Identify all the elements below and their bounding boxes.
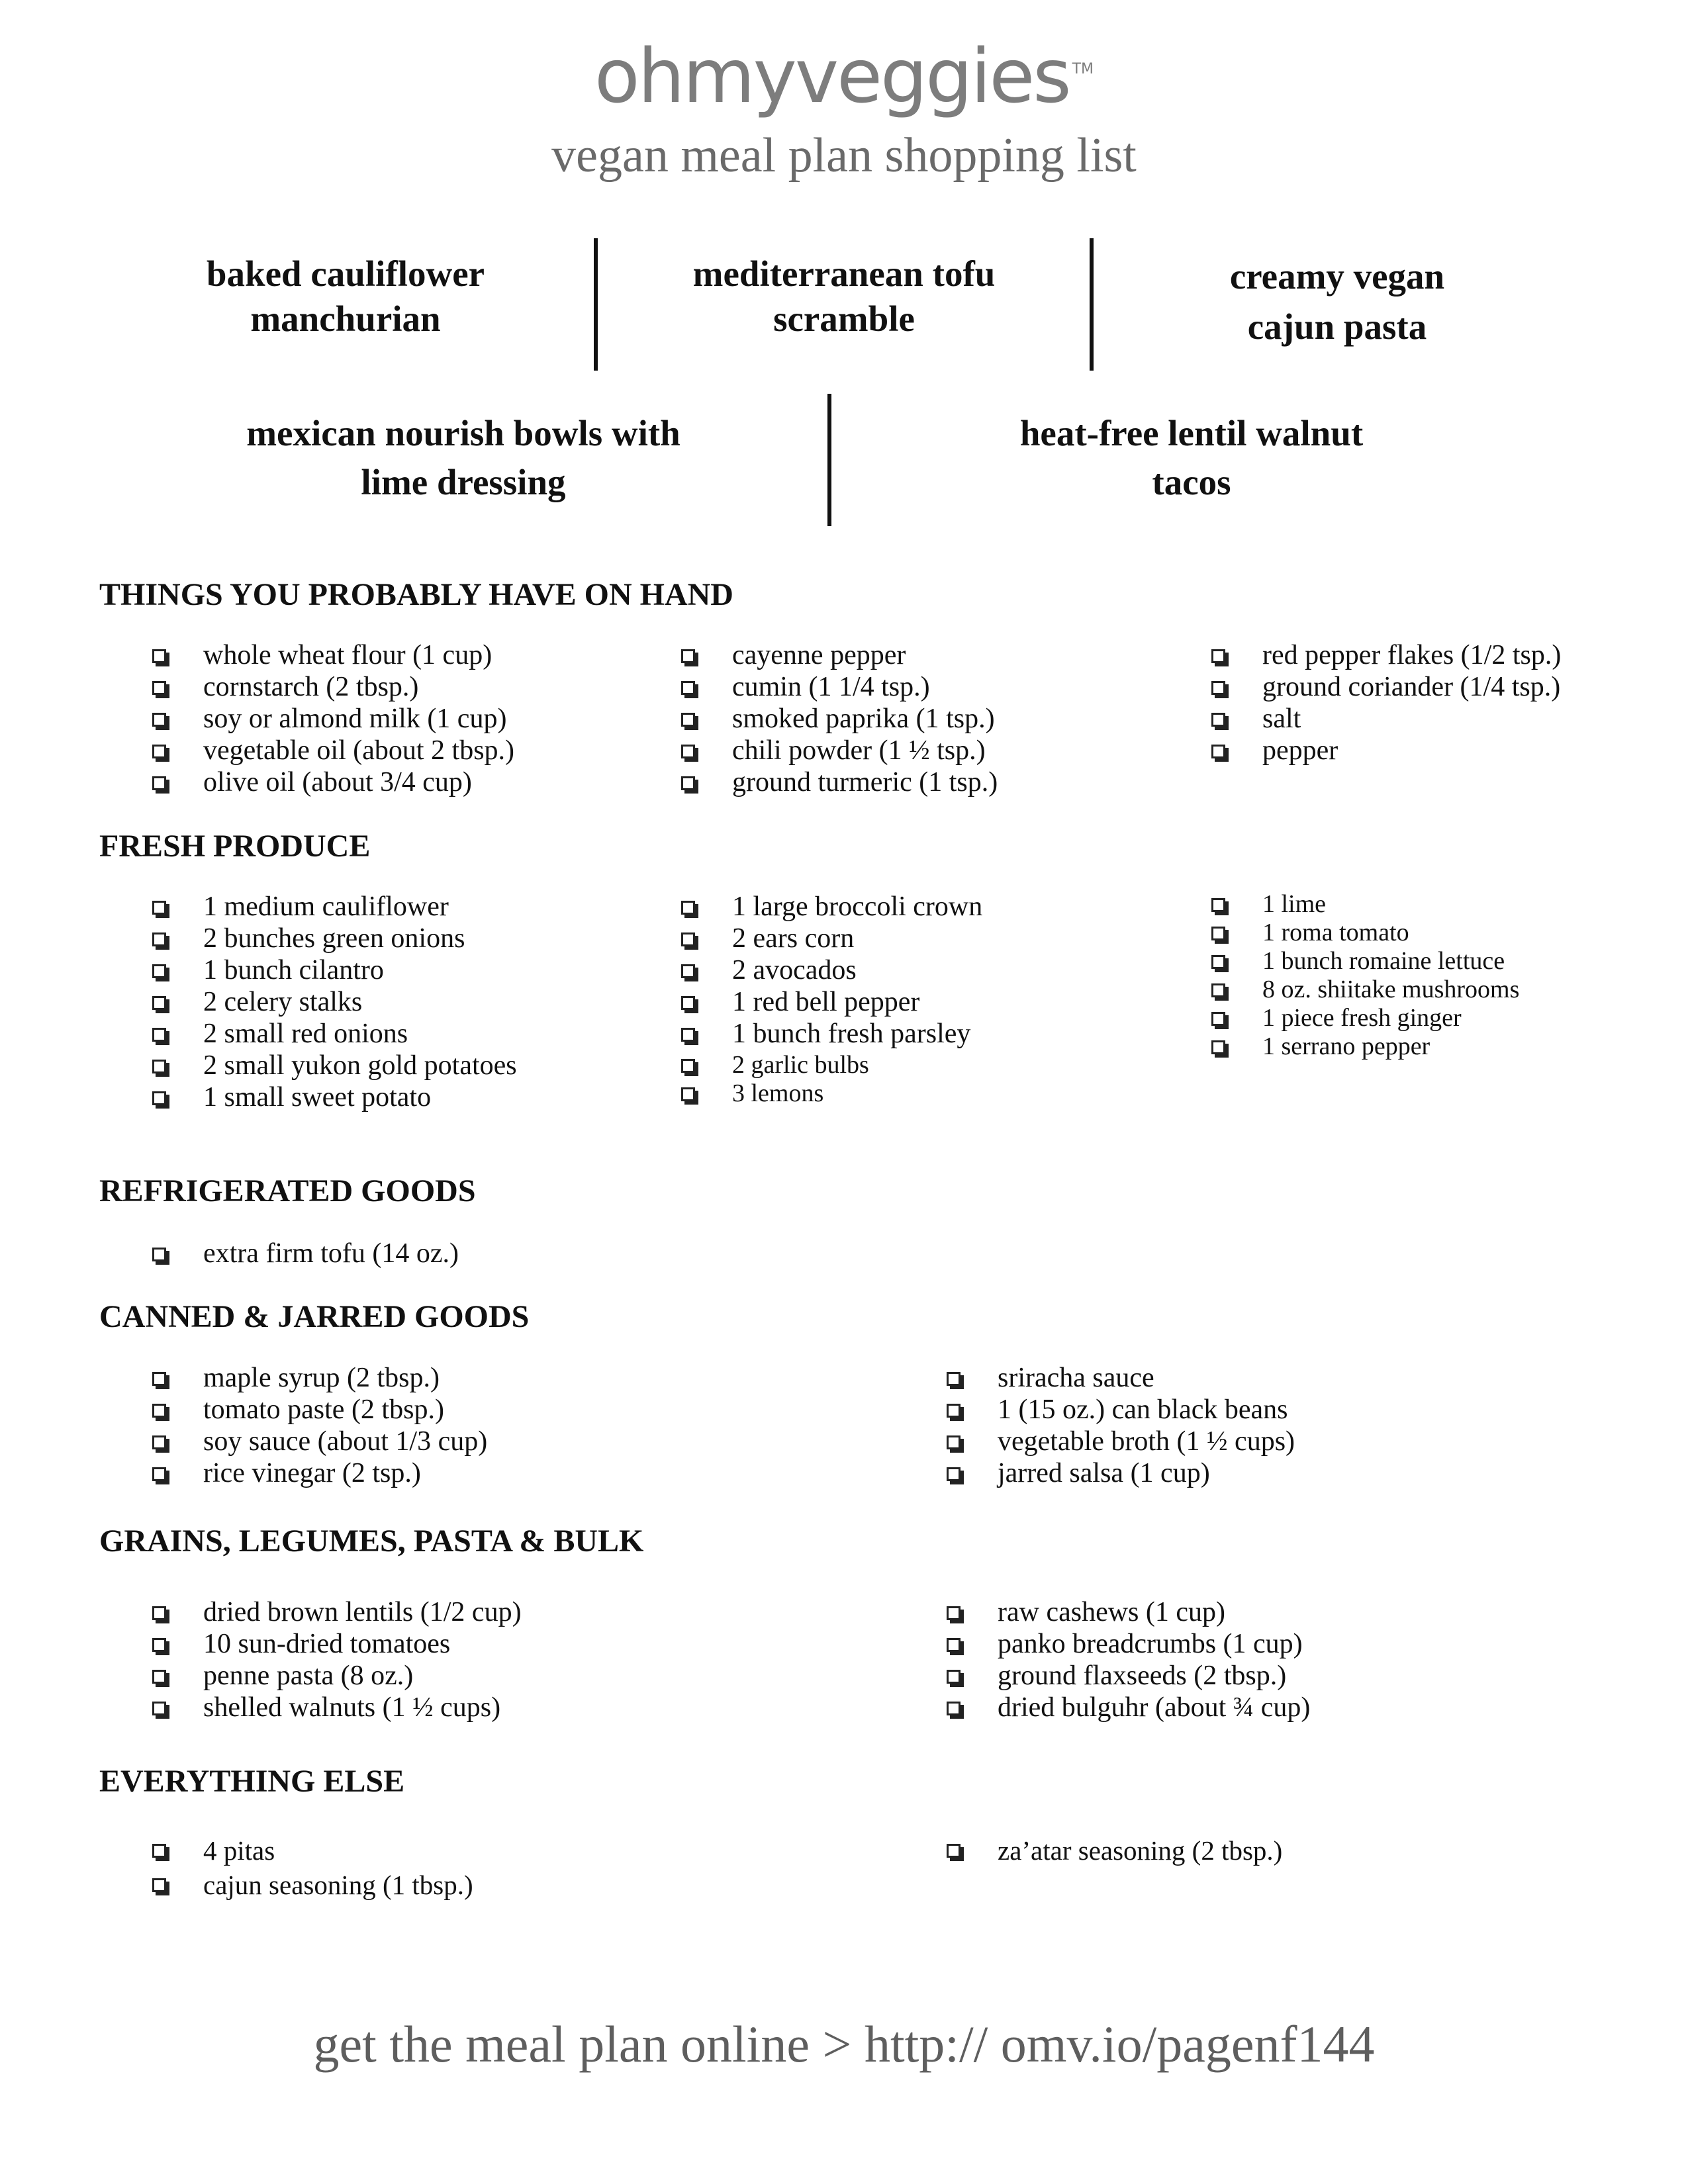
checkbox-icon[interactable] bbox=[152, 1060, 166, 1073]
list-item[interactable]: 2 small yukon gold potatoes bbox=[152, 1050, 517, 1081]
section-title-grains: GRAINS, LEGUMES, PASTA & BULK bbox=[99, 1524, 644, 1559]
list-item[interactable]: whole wheat flour (1 cup) bbox=[152, 639, 514, 671]
checkbox-icon[interactable] bbox=[152, 681, 166, 695]
list-item[interactable]: cayenne pepper bbox=[681, 639, 998, 671]
list-item[interactable]: vegetable broth (1 ½ cups) bbox=[947, 1426, 1295, 1457]
checkbox-icon[interactable] bbox=[152, 1404, 166, 1418]
checkbox-icon[interactable] bbox=[152, 1606, 166, 1620]
checkbox-icon[interactable] bbox=[152, 1844, 166, 1858]
checkbox-icon[interactable] bbox=[1211, 713, 1225, 727]
on-hand-list-1 bbox=[152, 639, 514, 798]
meal-title-line: creamy vegan bbox=[1229, 256, 1445, 296]
on-hand-list-2 bbox=[681, 639, 998, 798]
meal-title-4 bbox=[199, 409, 728, 507]
list-item[interactable]: 2 avocados bbox=[681, 954, 982, 986]
list-item[interactable]: dried brown lentils (1/2 cup) bbox=[152, 1596, 522, 1628]
list-item[interactable]: soy or almond milk (1 cup) bbox=[152, 703, 514, 735]
checkbox-icon[interactable] bbox=[1211, 898, 1225, 912]
grains-list-1 bbox=[152, 1596, 522, 1723]
checkbox-icon[interactable] bbox=[152, 1702, 166, 1715]
list-item[interactable]: pepper bbox=[1211, 735, 1561, 766]
checkbox-icon[interactable] bbox=[947, 1467, 961, 1481]
checkbox-icon[interactable] bbox=[947, 1638, 961, 1652]
list-item[interactable]: za’atar seasoning (2 tbsp.) bbox=[947, 1833, 1282, 1868]
section-title-on-hand: THINGS YOU PROBABLY HAVE ON HAND bbox=[99, 577, 733, 612]
else-list-1 bbox=[152, 1833, 473, 1902]
on-hand-list-3 bbox=[1211, 639, 1561, 766]
list-item[interactable]: penne pasta (8 oz.) bbox=[152, 1660, 522, 1692]
checkbox-icon[interactable] bbox=[1211, 955, 1225, 969]
list-item[interactable]: ground coriander (1/4 tsp.) bbox=[1211, 671, 1561, 703]
list-item[interactable]: ground flaxseeds (2 tbsp.) bbox=[947, 1660, 1310, 1692]
section-title-refrigerated: REFRIGERATED GOODS bbox=[99, 1173, 476, 1208]
list-item[interactable]: chili powder (1 ½ tsp.) bbox=[681, 735, 998, 766]
else-list-2 bbox=[947, 1833, 1282, 1868]
checkbox-icon[interactable] bbox=[947, 1606, 961, 1620]
list-item[interactable]: red pepper flakes (1/2 tsp.) bbox=[1211, 639, 1561, 671]
list-item[interactable]: 2 ears corn bbox=[681, 923, 982, 954]
produce-list-1 bbox=[152, 891, 517, 1113]
checkbox-icon[interactable] bbox=[152, 996, 166, 1010]
meal-divider bbox=[1090, 238, 1094, 371]
meal-title-line: heat-free lentil walnut bbox=[1019, 413, 1364, 453]
produce-list-2 bbox=[681, 891, 982, 1050]
checkbox-icon[interactable] bbox=[152, 1091, 166, 1105]
checkbox-icon[interactable] bbox=[681, 649, 695, 663]
section-title-everything-else: EVERYTHING ELSE bbox=[99, 1764, 405, 1799]
meal-title-line: baked cauliflower bbox=[206, 253, 485, 294]
list-item[interactable]: 10 sun-dried tomatoes bbox=[152, 1628, 522, 1660]
logo-text: ohmyveggies bbox=[594, 34, 1070, 120]
meal-title-line: manchurian bbox=[250, 298, 441, 339]
meal-title-1 bbox=[147, 251, 544, 341]
list-item[interactable]: 1 large broccoli crown bbox=[681, 891, 982, 923]
meal-divider bbox=[594, 238, 598, 371]
list-item[interactable]: jarred salsa (1 cup) bbox=[947, 1457, 1295, 1489]
meal-title-line: scramble bbox=[773, 298, 915, 339]
checkbox-icon[interactable] bbox=[947, 1435, 961, 1449]
checkbox-icon[interactable] bbox=[152, 1878, 166, 1892]
checkbox-icon[interactable] bbox=[681, 964, 695, 978]
list-item[interactable]: salt bbox=[1211, 703, 1561, 735]
footer-link[interactable]: get the meal plan online > http:// omv.io/pagenf144 bbox=[313, 2015, 1375, 2073]
list-item[interactable]: rice vinegar (2 tsp.) bbox=[152, 1457, 487, 1489]
list-item[interactable]: 1 bunch fresh parsley bbox=[681, 1018, 982, 1050]
list-item[interactable]: sriracha sauce bbox=[947, 1362, 1295, 1394]
checkbox-icon[interactable] bbox=[1211, 983, 1225, 997]
checkbox-icon[interactable] bbox=[152, 1467, 166, 1481]
grains-list-2 bbox=[947, 1596, 1310, 1723]
list-item[interactable]: extra firm tofu (14 oz.) bbox=[152, 1238, 459, 1269]
meal-title-line: mediterranean tofu bbox=[692, 253, 996, 294]
list-item[interactable]: panko breadcrumbs (1 cup) bbox=[947, 1628, 1310, 1660]
checkbox-icon[interactable] bbox=[152, 1435, 166, 1449]
list-item[interactable]: cumin (1 1/4 tsp.) bbox=[681, 671, 998, 703]
list-item[interactable]: 1 (15 oz.) can black beans bbox=[947, 1394, 1295, 1426]
checkbox-icon[interactable] bbox=[152, 1670, 166, 1684]
checkbox-icon[interactable] bbox=[152, 1372, 166, 1386]
list-item[interactable]: 1 piece fresh ginger bbox=[1211, 1004, 1519, 1032]
checkbox-icon[interactable] bbox=[152, 1028, 166, 1042]
checkbox-icon[interactable] bbox=[1211, 745, 1225, 758]
checkbox-icon[interactable] bbox=[681, 776, 695, 790]
checkbox-icon[interactable] bbox=[152, 1248, 166, 1261]
checkbox-icon[interactable] bbox=[681, 996, 695, 1010]
list-item[interactable]: shelled walnuts (1 ½ cups) bbox=[152, 1692, 522, 1723]
list-item[interactable]: 1 small sweet potato bbox=[152, 1081, 517, 1113]
list-item[interactable]: 4 pitas bbox=[152, 1833, 473, 1868]
checkbox-icon[interactable] bbox=[681, 1028, 695, 1042]
checkbox-icon[interactable] bbox=[947, 1372, 961, 1386]
page-title: vegan meal plan shopping list bbox=[551, 128, 1137, 183]
section-title-produce: FRESH PRODUCE bbox=[99, 829, 371, 864]
checkbox-icon[interactable] bbox=[152, 1638, 166, 1652]
checkbox-icon[interactable] bbox=[1211, 681, 1225, 695]
list-item[interactable]: olive oil (about 3/4 cup) bbox=[152, 766, 514, 798]
list-item[interactable]: tomato paste (2 tbsp.) bbox=[152, 1394, 487, 1426]
list-item[interactable]: 2 celery stalks bbox=[152, 986, 517, 1018]
list-item[interactable]: 1 lime bbox=[1211, 890, 1519, 919]
logo-trademark: TM bbox=[1072, 61, 1094, 77]
checkbox-icon[interactable] bbox=[947, 1702, 961, 1715]
checkbox-icon[interactable] bbox=[152, 776, 166, 790]
canned-list-1 bbox=[152, 1362, 487, 1489]
checkbox-icon[interactable] bbox=[681, 1087, 695, 1101]
meal-title-2 bbox=[645, 251, 1043, 341]
list-item[interactable]: dried bulguhr (about ¾ cup) bbox=[947, 1692, 1310, 1723]
list-item[interactable]: cajun seasoning (1 tbsp.) bbox=[152, 1868, 473, 1902]
meal-title-line: mexican nourish bowls with bbox=[246, 413, 680, 453]
meal-title-line: cajun pasta bbox=[1247, 306, 1427, 347]
checkbox-icon[interactable] bbox=[681, 713, 695, 727]
list-item[interactable]: 1 red bell pepper bbox=[681, 986, 982, 1018]
checkbox-icon[interactable] bbox=[1211, 927, 1225, 940]
list-item[interactable]: cornstarch (2 tbsp.) bbox=[152, 671, 514, 703]
list-item[interactable]: 3 lemons bbox=[681, 1079, 869, 1108]
checkbox-icon[interactable] bbox=[681, 681, 695, 695]
meal-title-3 bbox=[1139, 251, 1536, 352]
produce-list-2b bbox=[681, 1051, 869, 1108]
checkbox-icon[interactable] bbox=[681, 745, 695, 758]
checkbox-icon[interactable] bbox=[947, 1670, 961, 1684]
canned-list-2 bbox=[947, 1362, 1295, 1489]
list-item[interactable]: vegetable oil (about 2 tbsp.) bbox=[152, 735, 514, 766]
list-item[interactable]: ground turmeric (1 tsp.) bbox=[681, 766, 998, 798]
list-item[interactable]: raw cashews (1 cup) bbox=[947, 1596, 1310, 1628]
list-item[interactable]: 1 bunch cilantro bbox=[152, 954, 517, 986]
checkbox-icon[interactable] bbox=[1211, 1012, 1225, 1026]
meal-divider bbox=[827, 394, 831, 526]
list-item[interactable]: 1 medium cauliflower bbox=[152, 891, 517, 923]
logo bbox=[0, 34, 1688, 120]
checkbox-icon[interactable] bbox=[1211, 649, 1225, 663]
checkbox-icon[interactable] bbox=[947, 1404, 961, 1418]
checkbox-icon[interactable] bbox=[1211, 1040, 1225, 1054]
refrigerated-list bbox=[152, 1238, 459, 1269]
list-item[interactable]: 2 bunches green onions bbox=[152, 923, 517, 954]
meal-title-line: tacos bbox=[1152, 462, 1231, 502]
checkbox-icon[interactable] bbox=[152, 964, 166, 978]
list-item[interactable]: 1 roma tomato bbox=[1211, 919, 1519, 947]
meal-title-5 bbox=[927, 409, 1456, 507]
checkbox-icon[interactable] bbox=[681, 1059, 695, 1073]
checkbox-icon[interactable] bbox=[152, 649, 166, 663]
list-item[interactable]: maple syrup (2 tbsp.) bbox=[152, 1362, 487, 1394]
list-item[interactable]: 2 garlic bulbs bbox=[681, 1051, 869, 1079]
list-item[interactable]: 2 small red onions bbox=[152, 1018, 517, 1050]
list-item[interactable]: 1 serrano pepper bbox=[1211, 1032, 1519, 1061]
meal-title-line: lime dressing bbox=[361, 462, 566, 502]
section-title-canned: CANNED & JARRED GOODS bbox=[99, 1299, 530, 1334]
list-item[interactable]: 8 oz. shiitake mushrooms bbox=[1211, 976, 1519, 1004]
checkbox-icon[interactable] bbox=[152, 901, 166, 915]
checkbox-icon[interactable] bbox=[681, 933, 695, 946]
list-item[interactable]: soy sauce (about 1/3 cup) bbox=[152, 1426, 487, 1457]
produce-list-3 bbox=[1211, 890, 1519, 1061]
checkbox-icon[interactable] bbox=[947, 1844, 961, 1858]
checkbox-icon[interactable] bbox=[152, 745, 166, 758]
checkbox-icon[interactable] bbox=[681, 901, 695, 915]
list-item[interactable]: 1 bunch romaine lettuce bbox=[1211, 947, 1519, 976]
checkbox-icon[interactable] bbox=[152, 713, 166, 727]
list-item[interactable]: smoked paprika (1 tsp.) bbox=[681, 703, 998, 735]
checkbox-icon[interactable] bbox=[152, 933, 166, 946]
